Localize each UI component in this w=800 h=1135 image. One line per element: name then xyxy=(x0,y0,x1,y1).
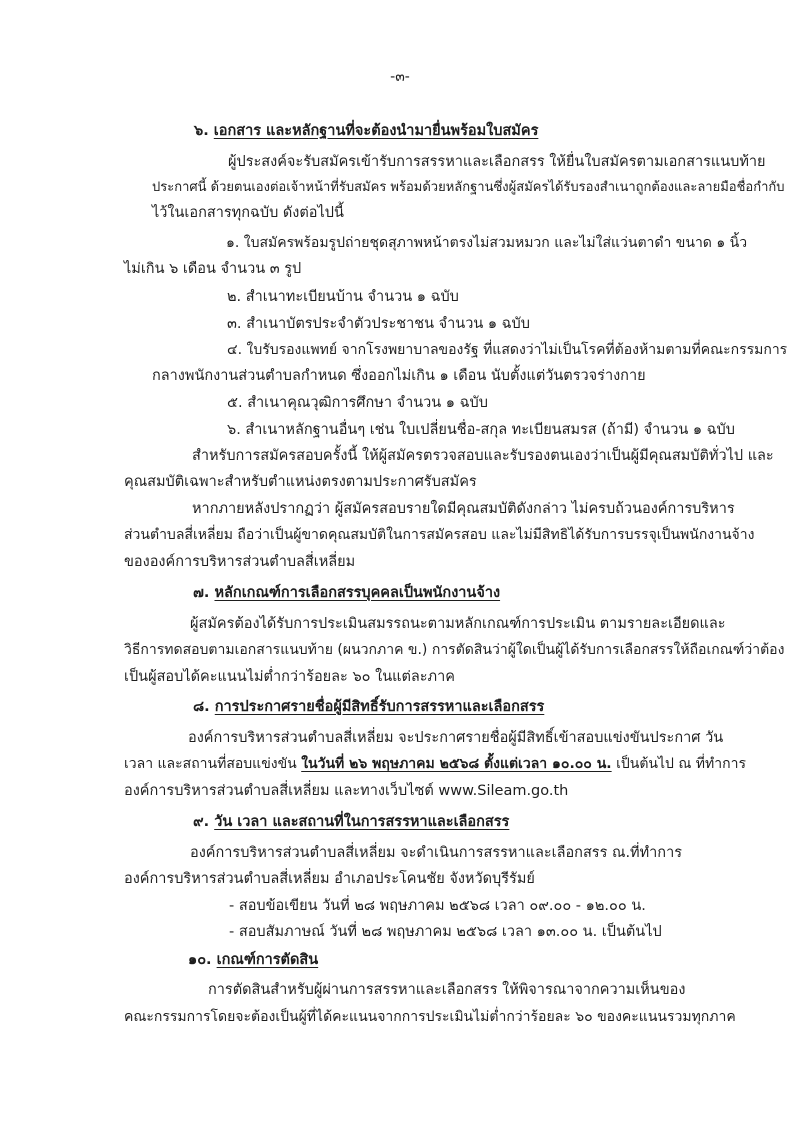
exam-announcement-date: ในวันที่ ๒๖ พฤษภาคม ๒๕๖๘ ตั้งแต่เวลา ๑๐.๐๐ น. xyxy=(301,756,612,772)
section-8-line: องค์การบริหารส่วนตำบลสี่เหลี่ยม และทางเว็บไซต์ www.Sileam.go.th xyxy=(124,783,569,799)
section-6-note-line: หากภายหลังปรากฏว่า ผู้สมัครสอบรายใดมีคุณสมบัติดังกล่าว ไม่ครบถ้วนองค์การบริหาร xyxy=(192,501,735,517)
section-9-heading xyxy=(193,812,509,832)
section-6-para-line: ประกาศนี้ ด้วยตนเองต่อเจ้าหน้าที่รับสมัคร พร้อมด้วยหลักฐานซึ่งผู้สมัครได้รับรองสำเนาถูกต้องและลายมือชื่อกำกับ xyxy=(152,180,785,195)
section-6-note-line: คุณสมบัติเฉพาะสำหรับตำแหน่งตรงตามประกาศรับสมัคร xyxy=(124,474,477,490)
section-9-line: องค์การบริหารส่วนตำบลสี่เหลี่ยม อำเภอประโคนชัย จังหวัดบุรีรัมย์ xyxy=(124,871,535,887)
section-8-line: องค์การบริหารส่วนตำบลสี่เหลี่ยม จะประกาศรายชื่อผู้มีสิทธิ์เข้าสอบแข่งขันประกาศ วัน xyxy=(188,730,724,746)
section-6-title: เอกสาร และหลักฐานที่จะต้องนำมายื่นพร้อมใบสมัคร xyxy=(213,123,539,139)
doc-item-1-cont: ไม่เกิน ๖ เดือน จำนวน ๓ รูป xyxy=(124,261,302,277)
section-9-number: ๙. xyxy=(193,814,210,830)
section-9-title: วัน เวลา และสถานที่ในการสรรหาและเลือกสรร xyxy=(214,814,510,830)
section-10-number: ๑๐. xyxy=(188,952,212,968)
section-10-line: คณะกรรมการโดยจะต้องเป็นผู้ที่ได้คะแนนจากการประเมินไม่ต่ำกว่าร้อยละ ๖๐ ของคะแนนรวมทุกภาค xyxy=(124,1009,736,1025)
section-6-note-line: ส่วนตำบลสี่เหลี่ยม ถือว่าเป็นผู้ขาดคุณสมบัติในการสมัครสอบ และไม่มีสิทธิได้รับการบรรจุเป็นพนักงานจ้าง xyxy=(124,527,755,543)
section-6-para-line: ผู้ประสงค์จะรับสมัครเข้ารับการสรรหาและเลือกสรร ให้ยื่นใบสมัครตามเอกสารแนบท้าย xyxy=(228,154,766,170)
doc-item-1: ๑. ใบสมัครพร้อมรูปถ่ายชุดสุภาพหน้าตรงไม่สวมหมวก และไม่ใส่แว่นตาดำ ขนาด ๑ นิ้ว xyxy=(226,235,748,251)
section-7-title: หลักเกณฑ์การเลือกสรรบุคคลเป็นพนักงานจ้าง xyxy=(214,585,501,601)
section-6-note-line: สำหรับการสมัครสอบครั้งนี้ ให้ผู้สมัครตรวจสอบและรับรองตนเองว่าเป็นผู้มีคุณสมบัติทั่วไป และ xyxy=(192,448,774,464)
section-7-number: ๗. xyxy=(193,585,210,601)
section-10-heading xyxy=(188,950,318,970)
doc-item-2: ๒. สำเนาทะเบียนบ้าน จำนวน ๑ ฉบับ xyxy=(227,289,459,305)
section-7-heading xyxy=(193,583,500,603)
doc-item-4: ๔. ใบรับรองแพทย์ จากโรงพยาบาลของรัฐ ที่แสดงว่าไม่เป็นโรคที่ต้องห้ามตามที่คณะกรรมการ xyxy=(227,342,788,358)
section-10-title: เกณฑ์การตัดสิน xyxy=(216,952,319,968)
section-8-line-text: เป็นต้นไป ณ ที่ทำการ xyxy=(611,756,746,772)
section-8-title: การประกาศรายชื่อผู้มีสิทธิ์รับการสรรหาและเลือกสรร xyxy=(214,699,545,715)
section-10-line: การตัดสินสำหรับผู้ผ่านการสรรหาและเลือกสรร ให้พิจารณาจากความเห็นของ xyxy=(208,982,686,998)
section-8-line xyxy=(124,754,746,774)
section-6-number: ๖. xyxy=(194,123,209,139)
section-8-number: ๘. xyxy=(193,699,210,715)
section-8-line-text: เวลา และสถานที่สอบแข่งขัน xyxy=(124,756,302,772)
written-exam-schedule: - สอบข้อเขียน วันที่ ๒๘ พฤษภาคม ๒๕๖๘ เวลา ๐๙.๐๐ - ๑๒.๐๐ น. xyxy=(229,898,646,914)
section-7-line: วิธีการทดสอบตามเอกสารแนบท้าย (ผนวกภาค ข.) การตัดสินว่าผู้ใดเป็นผู้ได้รับการเลือกสรรให้ถือเกณฑ์ว่าต้อง xyxy=(124,642,785,658)
doc-item-6: ๖. สำเนาหลักฐานอื่นๆ เช่น ใบเปลี่ยนชื่อ-สกุล ทะเบียนสมรส (ถ้ามี) จำนวน ๑ ฉบับ xyxy=(227,422,735,438)
section-6-heading xyxy=(194,121,538,141)
section-8-heading xyxy=(193,697,544,717)
interview-schedule: - สอบสัมภาษณ์ วันที่ ๒๘ พฤษภาคม ๒๕๖๘ เวลา ๑๓.๐๐ น. เป็นต้นไป xyxy=(229,924,662,940)
doc-item-4-cont: กลางพนักงานส่วนตำบลกำหนด ซึ่งออกไม่เกิน ๑ เดือน นับตั้งแต่วันตรวจร่างกาย xyxy=(152,368,646,384)
section-9-line: องค์การบริหารส่วนตำบลสี่เหลี่ยม จะดำเนินการสรรหาและเลือกสรร ณ.ที่ทำการ xyxy=(190,845,683,861)
section-7-line: เป็นผู้สอบได้คะแนนไม่ต่ำกว่าร้อยละ ๖๐ ในแต่ละภาค xyxy=(124,669,455,685)
doc-item-3: ๓. สำเนาบัตรประจำตัวประชาชน จำนวน ๑ ฉบับ xyxy=(227,316,530,332)
doc-item-5: ๕. สำเนาคุณวุฒิการศึกษา จำนวน ๑ ฉบับ xyxy=(227,395,488,411)
page-number: -๓- xyxy=(390,69,410,85)
section-6-note-line: ขององค์การบริหารส่วนตำบลสี่เหลี่ยม xyxy=(124,554,356,570)
section-7-line: ผู้สมัครต้องได้รับการประเมินสมรรถนะตามหลักเกณฑ์การประเมิน ตามรายละเอียดและ xyxy=(190,616,726,632)
section-6-para-line: ไว้ในเอกสารทุกฉบับ ดังต่อไปนี้ xyxy=(152,205,344,221)
